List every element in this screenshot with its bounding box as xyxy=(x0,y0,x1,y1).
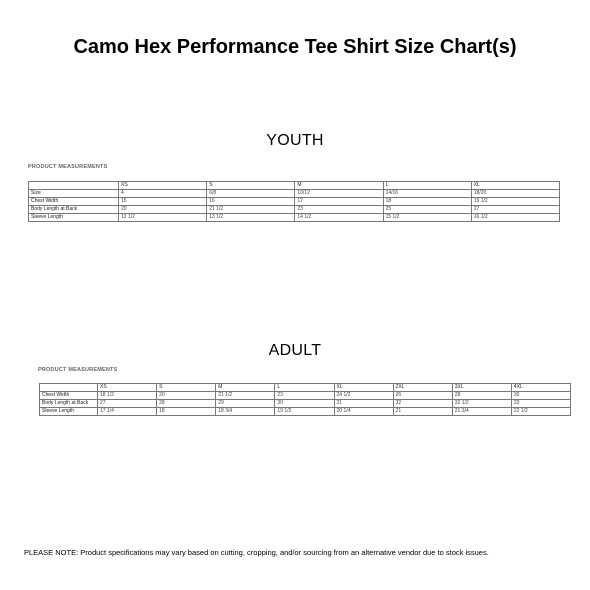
table-cell: 17 xyxy=(295,198,383,206)
table-header-row xyxy=(29,182,560,190)
table-cell: 18/20 xyxy=(471,190,559,198)
table-cell: 21 1/2 xyxy=(207,206,295,214)
table-cell: 18 xyxy=(383,198,471,206)
adult-size-table xyxy=(39,383,571,416)
table-cell: 12 1/2 xyxy=(119,214,207,222)
table-row xyxy=(29,198,560,206)
table-row xyxy=(40,392,571,400)
table-cell: 27 xyxy=(98,400,157,408)
table-cell: 30 xyxy=(275,400,334,408)
table-cell: 4 xyxy=(119,190,207,198)
column-header: L xyxy=(275,384,334,392)
table-cell: 32 1/2 xyxy=(452,400,511,408)
table-row xyxy=(29,190,560,198)
table-cell: 17 1/4 xyxy=(98,408,157,416)
column-header: XS xyxy=(119,182,207,190)
table-cell: 29 xyxy=(216,400,275,408)
column-header: 4XL xyxy=(511,384,570,392)
column-header: L xyxy=(383,182,471,190)
adult-measurements-label: PRODUCT MEASUREMENTS xyxy=(38,367,118,373)
youth-measurements-label: PRODUCT MEASUREMENTS xyxy=(28,164,108,170)
table-cell: 14 1/2 xyxy=(295,214,383,222)
youth-heading: YOUTH xyxy=(266,132,324,149)
column-header: M xyxy=(295,182,383,190)
table-cell: 19 1/2 xyxy=(471,198,559,206)
table-cell: 22 1/2 xyxy=(511,408,570,416)
table-cell: 27 xyxy=(471,206,559,214)
table-header-row xyxy=(40,384,571,392)
column-header: XS xyxy=(98,384,157,392)
column-header: XL xyxy=(471,182,559,190)
column-header: S xyxy=(207,182,295,190)
table-cell: 23 xyxy=(275,392,334,400)
table-cell: 28 xyxy=(452,392,511,400)
table-cell: 21 3/4 xyxy=(452,408,511,416)
table-cell: 18 xyxy=(157,408,216,416)
column-header: 3XL xyxy=(452,384,511,392)
header-corner-cell xyxy=(40,384,98,392)
table-cell: 21 xyxy=(393,408,452,416)
table-cell: 26 xyxy=(393,392,452,400)
row-label: Size xyxy=(29,190,119,198)
table-cell: 21 1/2 xyxy=(216,392,275,400)
table-cell: 24 1/2 xyxy=(334,392,393,400)
page-title: Camo Hex Performance Tee Shirt Size Chart(s) xyxy=(73,36,517,58)
table-cell: 20 1/4 xyxy=(334,408,393,416)
table-cell: 25 xyxy=(383,206,471,214)
table-row xyxy=(29,206,560,214)
row-label: Chest Width xyxy=(29,198,119,206)
table-cell: 30 xyxy=(511,392,570,400)
column-header: M xyxy=(216,384,275,392)
table-cell: 16 xyxy=(207,198,295,206)
table-cell: 20 xyxy=(119,206,207,214)
table-row xyxy=(40,408,571,416)
table-cell: 16 1/2 xyxy=(471,214,559,222)
row-label: Body Length at Back xyxy=(29,206,119,214)
table-cell: 31 xyxy=(334,400,393,408)
table-cell: 15 xyxy=(119,198,207,206)
table-cell: 6/8 xyxy=(207,190,295,198)
table-cell: 15 1/2 xyxy=(383,214,471,222)
adult-heading: ADULT xyxy=(268,342,322,359)
column-header: XL xyxy=(334,384,393,392)
table-row xyxy=(29,214,560,222)
row-label: Chest Width xyxy=(40,392,98,400)
row-label: Sleeve Length xyxy=(40,408,98,416)
table-cell: 18 1/2 xyxy=(98,392,157,400)
header-corner-cell xyxy=(29,182,119,190)
disclaimer-note: PLEASE NOTE: Product specifications may vary based on cutting, cropping, and/or sourcing from an alternative vendor due to stock issues. xyxy=(24,548,489,557)
column-header: 2XL xyxy=(393,384,452,392)
table-cell: 23 xyxy=(295,206,383,214)
table-cell: 14/16 xyxy=(383,190,471,198)
table-cell: 28 xyxy=(157,400,216,408)
table-row xyxy=(40,400,571,408)
youth-size-table xyxy=(28,181,560,222)
table-cell: 19 1/2 xyxy=(275,408,334,416)
table-cell: 33 xyxy=(511,400,570,408)
table-cell: 13 1/2 xyxy=(207,214,295,222)
table-cell: 10/12 xyxy=(295,190,383,198)
row-label: Sleeve Length xyxy=(29,214,119,222)
row-label: Body Length at Back xyxy=(40,400,98,408)
table-cell: 32 xyxy=(393,400,452,408)
column-header: S xyxy=(157,384,216,392)
table-cell: 20 xyxy=(157,392,216,400)
table-cell: 18 3/4 xyxy=(216,408,275,416)
